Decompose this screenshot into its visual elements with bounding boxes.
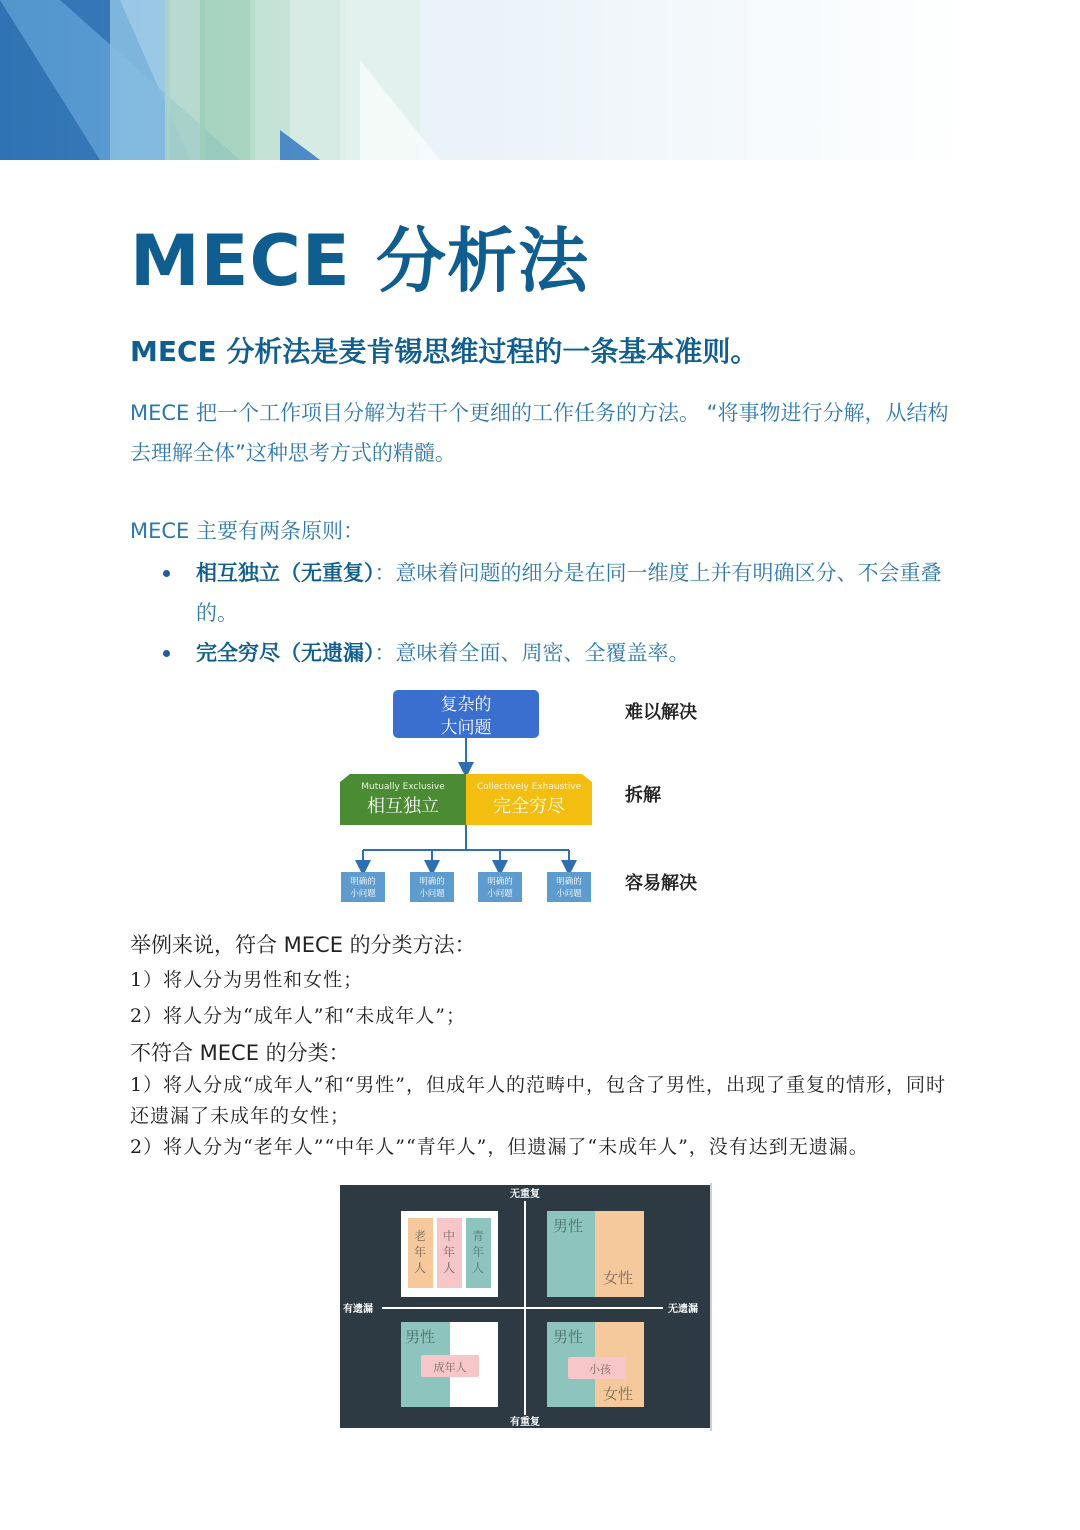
svg-text:男性: 男性 xyxy=(405,1328,436,1346)
principle-item xyxy=(160,553,950,633)
svg-text:年: 年 xyxy=(442,1245,456,1259)
nonconform-item: 1）将人分成“成年人”和“男性”，但成年人的范畴中，包含了男性，出现了重复的情形，同时还遗漏了未成年的女性； xyxy=(130,1074,946,1127)
axis-right-label: 无遗漏 xyxy=(668,1304,698,1315)
collectively-exhaustive-en: Collectively Exhaustive xyxy=(476,782,582,792)
principle-separator: ： xyxy=(374,561,396,585)
conform-item: 2）将人分为“成年人”和“未成年人”； xyxy=(130,1005,466,1027)
subtitle: MECE 分析法是麦肯锡思维过程的一条基本准则。 xyxy=(130,335,759,368)
principle-desc: 意味着问题的细分是在同一维度上并有明确区分、不会重叠的。 xyxy=(196,561,942,625)
page-title: MECE 分析法 xyxy=(130,220,590,302)
bullet-icon xyxy=(163,570,170,577)
svg-text:人: 人 xyxy=(413,1261,427,1275)
principles-heading: MECE 主要有两条原则： xyxy=(130,519,364,543)
complex-problem-text: 复杂的 xyxy=(440,695,492,715)
principles-list xyxy=(160,553,950,673)
svg-text:人: 人 xyxy=(442,1261,456,1275)
principle-separator: ： xyxy=(374,641,396,665)
axis-bottom-label: 有重复 xyxy=(510,1417,540,1428)
collectively-exhaustive-zh: 完全穷尽 xyxy=(493,796,565,817)
svg-text:明确的: 明确的 xyxy=(556,877,582,887)
conform-heading: 举例来说，符合 MECE 的分类方法： xyxy=(130,933,476,957)
axis-top-label: 无重复 xyxy=(510,1189,540,1200)
svg-text:小问题: 小问题 xyxy=(350,889,376,899)
examples-section xyxy=(130,928,960,1163)
small-problem-box xyxy=(478,872,522,902)
svg-text:男性: 男性 xyxy=(553,1217,584,1235)
nonconform-heading: 不符合 MECE 的分类： xyxy=(130,1041,350,1065)
small-problem-box xyxy=(341,872,385,902)
principle-term: 完全穷尽（无遗漏） xyxy=(196,641,375,665)
label-decompose: 拆解 xyxy=(625,785,661,806)
mece-decomposition-diagram xyxy=(330,682,730,916)
svg-text:人: 人 xyxy=(471,1261,485,1275)
complex-problem-text: 大问题 xyxy=(440,718,492,738)
header-banner xyxy=(0,0,1080,160)
bullet-icon xyxy=(163,650,170,657)
quadrant-age-groups xyxy=(401,1211,498,1297)
mece-quadrant-diagram xyxy=(338,1183,714,1435)
svg-text:明确的: 明确的 xyxy=(350,877,376,887)
axis-left-label: 有遗漏 xyxy=(343,1304,373,1315)
quadrant-male-child-female xyxy=(547,1322,644,1407)
svg-text:明确的: 明确的 xyxy=(487,877,513,887)
quadrant-male-adult xyxy=(401,1322,498,1407)
small-problem-box xyxy=(410,872,454,902)
mutually-exclusive-zh: 相互独立 xyxy=(367,796,439,817)
svg-text:小问题: 小问题 xyxy=(487,889,513,899)
svg-text:年: 年 xyxy=(413,1245,427,1259)
svg-text:小问题: 小问题 xyxy=(556,889,582,899)
svg-text:青: 青 xyxy=(471,1229,485,1243)
intro-paragraph: MECE 把一个工作项目分解为若干个更细的工作任务的方法。 “将事物进行分解，从结构去理解全体”这种思考方式的精髓。 xyxy=(130,401,949,465)
quadrant-male-female xyxy=(547,1211,644,1297)
svg-text:成年人: 成年人 xyxy=(433,1361,467,1374)
svg-text:小孩: 小孩 xyxy=(589,1363,611,1376)
svg-text:女性: 女性 xyxy=(603,1269,634,1287)
svg-text:老: 老 xyxy=(413,1229,427,1243)
svg-text:男性: 男性 xyxy=(553,1328,584,1346)
label-hard-to-solve: 难以解决 xyxy=(625,702,697,723)
svg-text:小问题: 小问题 xyxy=(419,889,445,899)
principle-term: 相互独立（无重复） xyxy=(196,561,375,585)
conform-item: 1）将人分为男性和女性； xyxy=(130,969,364,991)
principle-desc: 意味着全面、周密、全覆盖率。 xyxy=(395,641,690,665)
svg-text:明确的: 明确的 xyxy=(419,877,445,887)
mutually-exclusive-en: Mutually Exclusive xyxy=(361,782,445,792)
svg-text:女性: 女性 xyxy=(603,1385,634,1403)
label-easy-to-solve: 容易解决 xyxy=(625,873,697,894)
nonconform-item: 2）将人分为“老年人”“中年人”“青年人”，但遗漏了“未成年人”，没有达到无遗漏。 xyxy=(130,1136,869,1158)
principle-item xyxy=(160,633,950,673)
small-problem-box xyxy=(547,872,591,902)
svg-text:中: 中 xyxy=(442,1229,456,1243)
svg-text:年: 年 xyxy=(471,1245,485,1259)
